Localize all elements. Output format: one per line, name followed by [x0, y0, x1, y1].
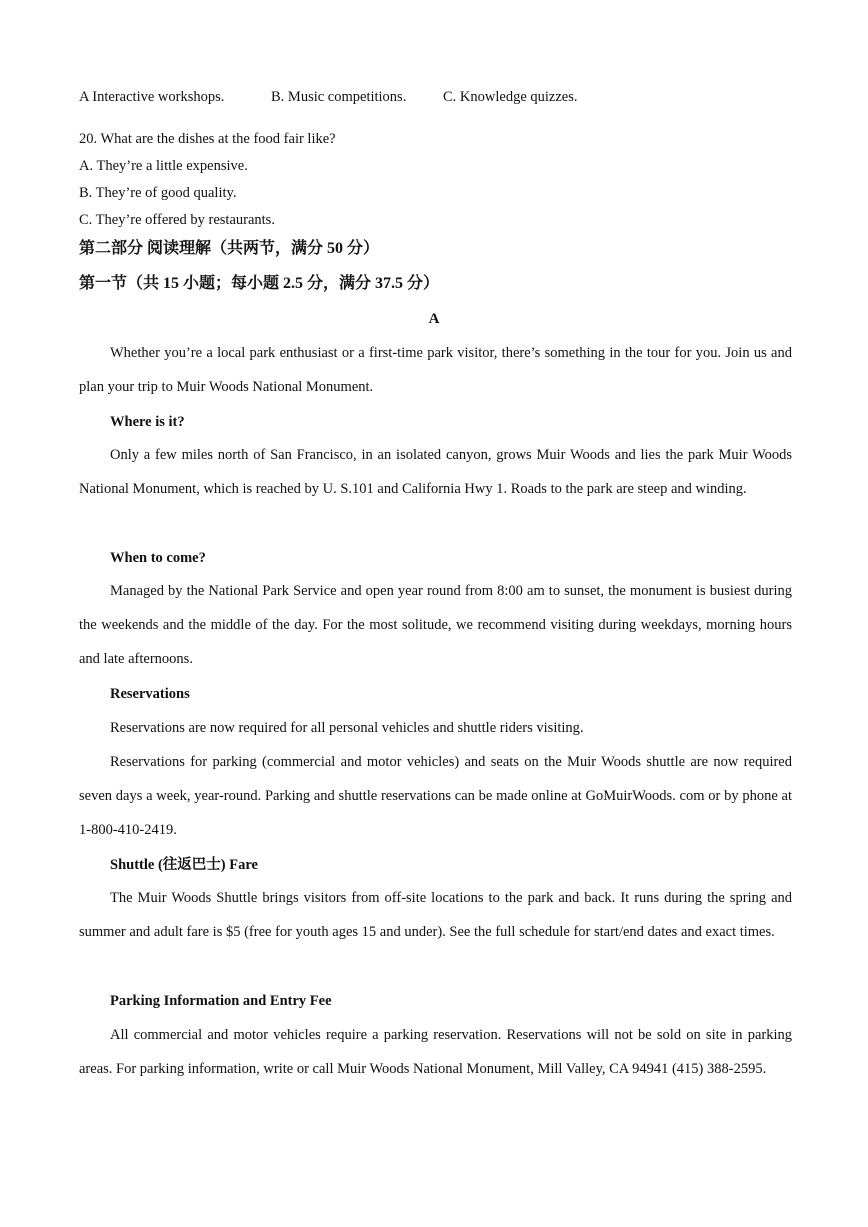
q20-option-c: C. They’re offered by restaurants.	[79, 212, 275, 228]
q19-option-a: A Interactive workshops.	[79, 89, 225, 105]
when-heading: When to come?	[110, 550, 206, 566]
q19-option-c: C. Knowledge quizzes.	[443, 89, 578, 105]
reservations-heading: Reservations	[110, 686, 190, 702]
reservations-paragraph-1: Reservations are now required for all personal vehicles and shuttle riders visiting.	[110, 720, 584, 736]
intro-paragraph: Whether you’re a local park enthusiast or a first-time park visitor, there’s something in the tour for you. Join us and plan your trip to Muir Woods National Monument.	[79, 345, 792, 395]
where-heading: Where is it?	[110, 414, 185, 430]
when-paragraph: Managed by the National Park Service and open year round from 8:00 am to sunset, the monument is busiest during the weekends and the middle of the day. For the most solitude, we recommend visiting during weekdays, morning hours and late afternoons.	[79, 583, 792, 667]
where-paragraph: Only a few miles north of San Francisco, in an isolated canyon, grows Muir Woods and lies the park Muir Woods National Monument, which is reached by U. S.101 and California Hwy 1. Roads to the park are steep and winding.	[79, 447, 792, 497]
q19-option-b: B. Music competitions.	[271, 89, 407, 105]
shuttle-paragraph: The Muir Woods Shuttle brings visitors from off-site locations to the park and back. It runs during the spring and summer and adult fare is $5 (free for youth ages 15 and under). See the full schedule for start/end dates and exact times.	[79, 890, 792, 940]
section1-heading: 第一节（共 15 小题；每小题 2.5 分，满分 37.5 分）	[79, 275, 440, 292]
shuttle-heading: Shuttle (往返巴士) Fare	[110, 857, 258, 873]
q20-option-b: B. They’re of good quality.	[79, 185, 237, 201]
q20-question: 20. What are the dishes at the food fair like?	[79, 131, 336, 147]
q20-option-a: A. They’re a little expensive.	[79, 158, 248, 174]
part2-heading: 第二部分 阅读理解（共两节，满分 50 分）	[79, 240, 380, 257]
parking-paragraph: All commercial and motor vehicles require a parking reservation. Reservations will not be sold on site in parking areas. For parking information, write or call Muir Woods National Monument, Mill Valley, CA 94941 (415) 388-2595.	[79, 1027, 792, 1077]
parking-heading: Parking Information and Entry Fee	[110, 993, 332, 1009]
reservations-paragraph-2: Reservations for parking (commercial and motor vehicles) and seats on the Muir Woods shuttle are now required seven days a week, year-round. Parking and shuttle reservations can be made online at GoMuirWoods. com or by phone at 1-800-410-2419.	[79, 754, 792, 838]
passage-letter: A	[428, 311, 440, 327]
